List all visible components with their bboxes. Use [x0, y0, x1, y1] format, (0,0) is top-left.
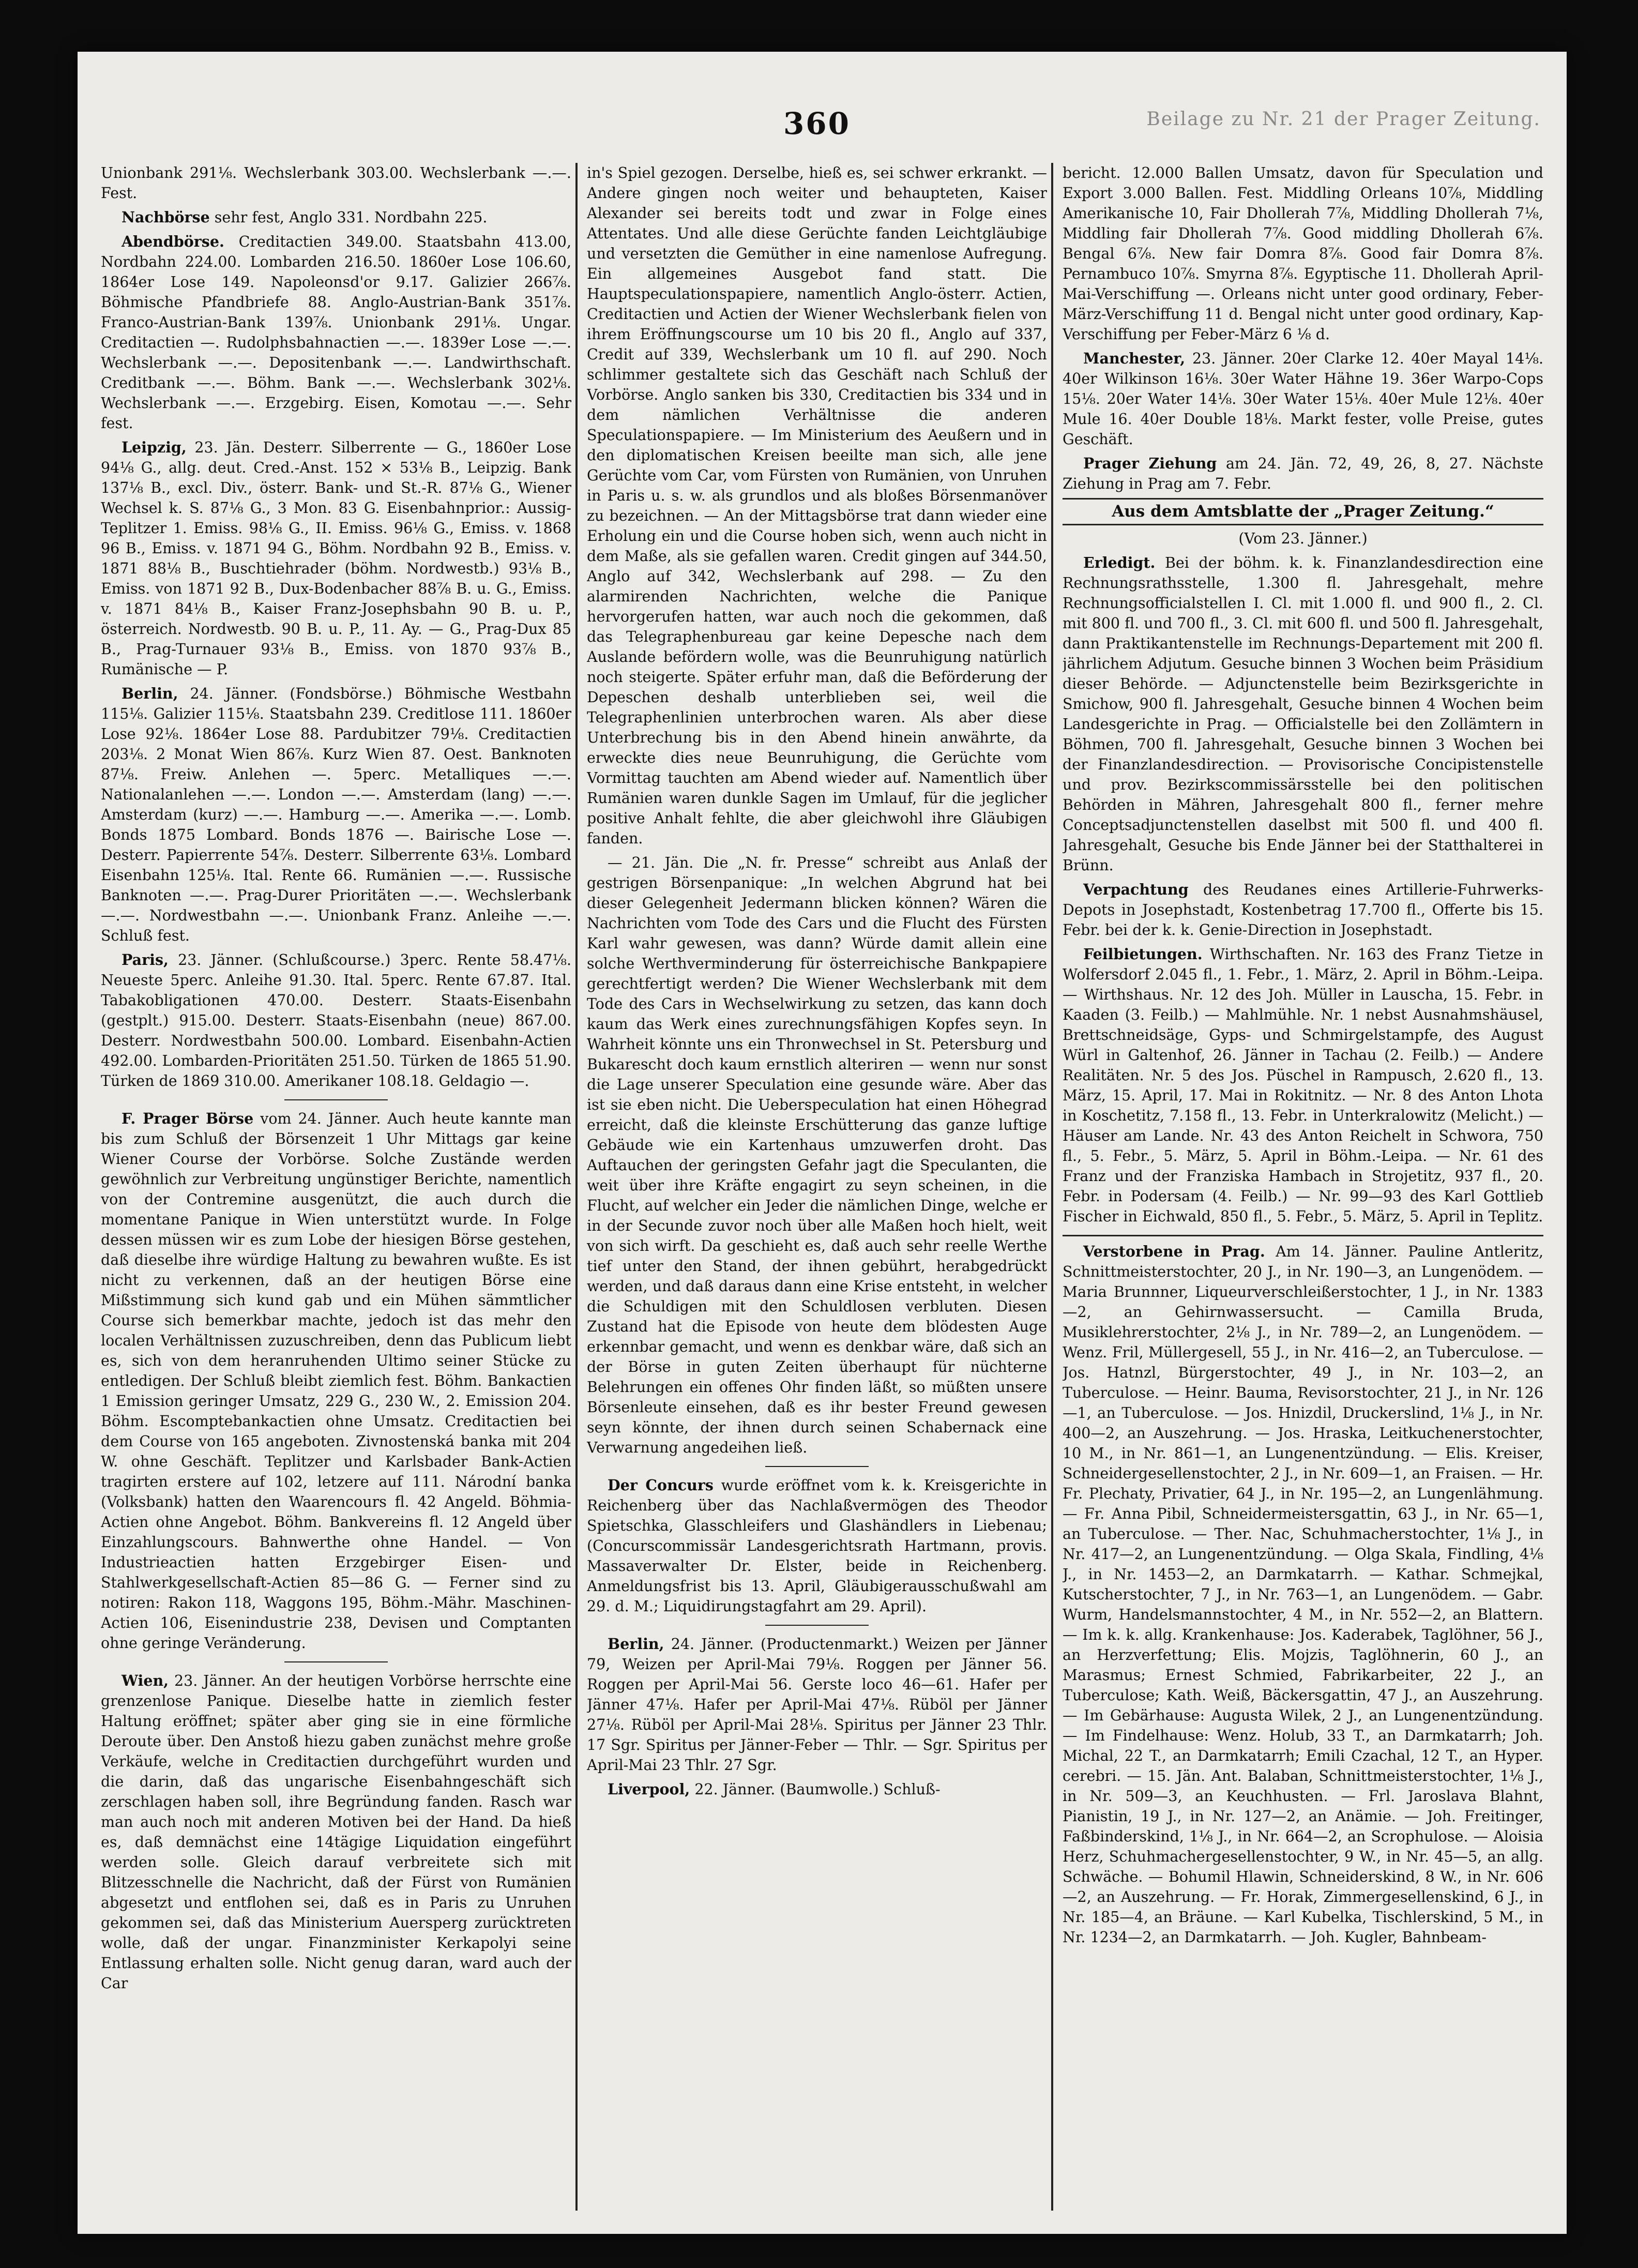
article-paragraph [101, 207, 571, 228]
article-paragraph [101, 163, 571, 203]
article-text: Bei der böhm. k. k. Finanzlandesdirection eine Rechnungsrathsstelle, 1.300 fl. Jahresgehalt, mehre Rechnungsofficialstellen I. Cl. mit 1.000 fl. und 900 fl., 2. Cl. mit 800 fl. und 700 fl., 3. Cl. mit 600 fl. und 500 fl. Jahresgehalt, dann Praktikantenstelle im Rechnungs-Departement mit 200 fl. jährlichem Adjutum. Gesuche binnen 3 Wochen beim Präsidium dieser Behörde. — Adjunctenstelle beim Bezirksgerichte in Smichow, 900 fl. Jahresgehalt, Gesuche binnen 4 Wochen beim Landesgerichte in Prag. — Officialstelle bei den Zollämtern in Böhmen, 700 fl. Jahresgehalt, Gesuche binnen 3 Wochen bei der Finanzlandesdirection. — Provisorische Concipistenstelle und prov. Bezirkscommissärsstelle bei den politischen Behörden in Mähren, Jahresgehalt 800 fl., ferner mehre Conceptsadjunctenstellen daselbst mit 500 fl. und 400 fl. Jahresgehalt, Gesuche bis Ende Jänner bei der Statthalterei in Brünn. [1063, 554, 1543, 874]
article-text: 24. Jänner. (Fondsbörse.) Böhmische Westbahn 115⅛. Galizier 115⅛. Staatsbahn 239. Creditlose 111. 1860er Lose 92⅛. 1864er Lose 88. Pardubitzer 79⅛. Creditactien 203⅛. 2 Monat Wien 86⅞. Kurz Wien 87. Oest. Banknoten 87⅛. Freiw. Anlehen —. 5perc. Metalliques —.—. Nationalanlehen —.—. London —.—. Amsterdam (lang) —.—. Amsterdam (kurz) —.—. Hamburg —.—. Amerika —.—. Lomb. Bonds 1875 Lombard. Bonds 1876 —. Bairische Lose —. Desterr. Papierrente 54⅞. Desterr. Silberrente 63⅛. Lombard Eisenbahn 125⅛. Ital. Rente 66. Rumänien —.—. Russische Banknoten —.—. Prag-Durer Prioritäten —.—. Wechslerbank —.—. Nordwestbahn —.—. Unionbank Franz. Anleihe —.—. Schluß fest. [101, 685, 571, 944]
article-text: Creditactien 349.00. Staatsbahn 413.00, Nordbahn 224.00. Lombarden 216.50. 1860er Lose 106.60, 1864er Lose 149. Napoleonsd'or 9.17. Galizier 266⅞. Böhmische Pfandbriefe 88. Anglo-Austrian-Bank 351⅞. Franco-Austrian-Bank 139⅞. Unionbank 291⅛. Ungar. Creditactien —. Rudolphsbahnactien —.—. 1839er Lose —.—. Wechslerbank —.—. Depositenbank —.—. Landwirthschaft. Creditbank —.—. Böhm. Bank —.—. Wechslerbank 302⅛. Wechslerbank —.—. Erzgebirg. Eisen, Komotau —.—. Sehr fest. [101, 233, 571, 432]
article-lead: Leipzig, [122, 439, 187, 456]
separator [284, 1661, 388, 1662]
article-lead: Berlin, [608, 1635, 664, 1653]
running-head: Beilage zu Nr. 21 der Prager Zeitung. [1146, 109, 1541, 130]
section-rule [1063, 1235, 1543, 1236]
article-text: 22. Jänner. (Baumwolle.) Schluß- [694, 1781, 941, 1798]
article-lead: F. Prager Börse [122, 1110, 254, 1127]
article-paragraph [101, 1671, 571, 1993]
article-lead: Abendbörse. [122, 233, 224, 250]
article-text: Wirthschaften. Nr. 163 des Franz Tietze in Wolfersdorf 2.045 fl., 1. Febr., 1. März, 2. April in Böhm.-Leipa. — Wirthshaus. Nr. 12 des Joh. Müller in Lauscha, 15. Febr. in Kaaden (3. Feilb.) — Mahlmühle. Nr. 1 nebst Ausnahmshäusel, Brettschneidsäge, Gyps- und Schmirgelstampfe, des August Würl in Galtenhof, 26. Jänner in Tachau (2. Feilb.) — Andere Realitäten. Nr. 5 des Jos. Püschel in Rampusch, 2.620 fl., 13. März, 15. April, 17. Mai in Rokitnitz. — Nr. 8 des Anton Lhota in Koschetitz, 7.158 fl., 13. Febr. in Unterkralowitz (Melicht.) — Häuser am Lande. Nr. 43 des Anton Reichelt in Schwora, 750 fl., 5. Febr., 5. März, 5. April in Böhm.-Leipa. — Nr. 61 des Franz und der Franziska Hambach in Strojetitz, 937 fl., 20. Febr. in Podersam (4. Feilb.) — Nr. 99—93 des Karl Gottlieb Fischer in Eichwald, 850 fl., 5. Febr., 5. März, 5. April in Teplitz. [1063, 946, 1543, 1225]
article-paragraph [1063, 553, 1543, 875]
column-rule [575, 163, 578, 2211]
article-paragraph [587, 1779, 1047, 1800]
article-paragraph [101, 1109, 571, 1653]
article-lead: Berlin, [122, 685, 178, 702]
article-text: bericht. 12.000 Ballen Umsatz, davon für Speculation und Export 3.000 Ballen. Fest. Middling Orleans 10⅞, Middling Amerikanische 10, Fair Dhollerah 7⅞, Middling Dhollerah 7⅛, Middling fair Dhollerah 7⅞. Good middling Dhollerah 6⅞. Bengal 6⅞. New fair Domra 8⅞. Good fair Domra 8⅞. Pernambuco 10⅞. Smyrna 8⅞. Egyptische 11. Dhollerah April-Mai-Verschiffung —. Orleans nicht unter good ordinary, Feber-März-Verschiffung 11 d. Bengal nicht unter good ordinary, Kap-Verschiffung per Feber-März 6 ⅛ d. [1063, 164, 1543, 343]
page-number: 360 [783, 106, 851, 141]
section-title: Aus dem Amtsblatte der „Prager Zeitung.“ [1063, 498, 1543, 525]
column-3 [1063, 163, 1543, 2211]
article-paragraph [587, 1634, 1047, 1775]
article-lead: Verstorbene in Prag. [1083, 1243, 1265, 1260]
article-paragraph [101, 232, 571, 433]
article-lead: Der Concurs [608, 1476, 714, 1494]
page-header [78, 52, 1567, 160]
column-2 [587, 163, 1047, 2211]
article-paragraph [1063, 880, 1543, 940]
article-text: vom 24. Jänner. Auch heute kannte man bis zum Schluß der Börsenzeit 1 Uhr Mittags gar keine Wiener Course der Vorbörse. Solche Zustände werden gewöhnlich zur Verbreitung ungünstiger Berichte, namentlich von der Contremine ausgenützt, die auch durch die momentane Panique in Wien unterstützt wurde. In Folge dessen müssen wir es zum Lobe der hiesigen Börse gestehen, daß dieselbe ihre würdige Haltung zu bewahren wußte. Es ist nicht zu verkennen, daß an der heutigen Börse eine Mißstimmung sich kund gab und ein Mühen sämmtlicher Course sich bemerkbar machte, jedoch ist das mehr den localen Verhältnissen zuzuschreiben, denn das Publicum liebt es, sich von dem heranruhenden Ultimo seiner Stücke zu entledigen. Der Schluß bleibt ziemlich fest. Böhm. Bankactien 1 Emission geringer Umsatz, 229 G., 230 W., 2. Emission 204. Böhm. Escomptebankactien ohne Umsatz. Creditactien bei dem Course von 165 angeboten. Zivnostenská banka mit 204 W. ohne Geschäft. Teplitzer und Karlsbader Bank-Actien tragirten erstere auf 102, letzere auf 111. Národní banka (Volksbank) hatten den Waarencours fl. 42 Angeld. Böhmia-Actien ohne Angebot. Böhm. Bankvereins fl. 12 Angeld über Einzahlungscours. Bahnwerthe ohne Handel. — Von Industrieactien hatten Erzgebirger Eisen- und Stahlwerkgesellschaft-Actien 85—86 G. — Ferner sind zu notiren: Rakon 118, Waggons 195, Böhm.-Mähr. Maschinen-Actien 106, Eisenindustrie 238, Devisen und Comptanten ohne geringe Veränderung. [101, 1110, 571, 1652]
article-paragraph [1063, 453, 1543, 494]
article-lead: Liverpool, [608, 1780, 690, 1798]
article-paragraph [1063, 1242, 1543, 1947]
article-text: 23. Jän. Desterr. Silberrente — G., 1860er Lose 94⅛ G., allg. deut. Cred.-Anst. 152 × 53⅛ B., Leipzig. Bank 137⅛ B., excl. Div., österr. Bank- und St.-R. 87⅛ G., Wiener Wechsel k. S. 87⅛ G., 3 Mon. 83 G. Eisenbahnprior.: Aussig-Teplitzer 1. Emiss. 98⅛ G., II. Emiss. 96⅛ G., Emiss. v. 1868 96 B., Emiss. v. 1871 94 G., Böhm. Nordbahn 92 B., Emiss. v. 1871 88⅛ B., Buschtiehrader (böhm. Nordwestb.) 93⅛ B., Emiss. von 1871 92 B., Dux-Bodenbacher 88⅞ B. u. G., Emiss. v. 1871 84⅛ B., Kaiser Franz-Josephsbahn 90 B. u. P., österreich. Nordwestb. 90 B. u. P., 11. Ay. — G., Prag-Dux 85 B., Prag-Turnauer 93⅛ B., Emiss. von 1870 93⅞ B., Rumänische — P. [101, 439, 571, 678]
article-paragraph [1063, 944, 1543, 1227]
article-paragraph [1063, 163, 1543, 344]
article-lead: Prager Ziehung [1083, 455, 1217, 472]
article-text: Unionbank 291⅛. Wechslerbank 303.00. Wechslerbank —.—. Fest. [101, 164, 571, 202]
article-text: Am 14. Jänner. Pauline Antleritz, Schnittmeisterstochter, 20 J., in Nr. 190—3, an Lungenödem. — Maria Brunnner, Liqueurverschleißerstochter, 1 J., in Nr. 1383—2, an Gehirnwassersucht. — Camilla Bruda, Musiklehrerstochter, 2⅛ J., in Nr. 789—2, an Lungenödem. — Wenz. Fril, Müllergesell, 55 J., in Nr. 416—2, an Tuberculose. — Jos. Hatnzl, Bürgerstochter, 49 J., in Nr. 103—2, an Tuberculose. — Heinr. Bauma, Revisorstochter, 21 J., in Nr. 126—1, an Tuberculose. — Jos. Hnizdil, Druckerslind, 1⅛ J., in Nr. 400—2, an Auszehrung. — Jos. Hraska, Leitkuchenerstochter, 10 M., in Nr. 861—1, an Lungenentzündung. — Elis. Kreiser, Schneidergesellenstochter, 2 J., in Nr. 609—1, an Fraisen. — Hr. Fr. Plechaty, Privatier, 64 J., in Nr. 195—2, an Lungenlähmung. — Fr. Anna Pibil, Schneidermeistersgattin, 63 J., in Nr. 65—1, an Tuberculose. — Ther. Nac, Schuhmacherstochter, 1⅛ J., in Nr. 417—2, an Lungenentzündung. — Olga Skala, Findling, 4⅛ J., in Nr. 1453—2, an Darmkatarrh. — Kathar. Schmejkal, Kutscherstochter, 7 J., in Nr. 763—1, an Lungenödem. — Gabr. Wurm, Handelsmannstochter, 4 M., in Nr. 552—2, an Blattern. — Im k. k. allg. Krankenhause: Jos. Kaderabek, Taglöhner, 56 J., an Herzverfettung; Elis. Mojzis, Taglöhnerin, 60 J., an Marasmus; Ernest Schmied, Fabrikarbeiter, 22 J., an Tuberculose; Kath. Weiß, Bäckersgattin, 47 J., an Auszehrung. — Im Gebärhause: Augusta Wilek, 2 J., an Lungenentzündung. — Im Findelhause: Wenz. Holub, 33 T., an Darmkatarrh; Joh. Michal, 22 T., an Darmkatarrh; Emili Czachal, 12 T., an Hyper. cerebri. — 15. Jän. Ant. Balaban, Schnittmeisterstochter, 1⅛ J., in Nr. 509—3, an Keuchhusten. — Frl. Jaroslava Blahnt, Pianistin, 19 J., in Nr. 127—2, an Anämie. — Joh. Freitinger, Faßbinderskind, 1⅛ J., in Nr. 664—2, an Scrophulose. — Aloisia Herz, Schuhmachergesellenstochter, 9 W., in Nr. 45—5, an allg. Schwäche. — Bohumil Hlawin, Schneiderskind, 8 W., in Nr. 606—2, an Auszehrung. — Fr. Horak, Zimmergesellenskind, 6 J., in Nr. 185—4, an Bräune. — Karl Kubelka, Tischlerskind, 5 M., in Nr. 1234—2, an Darmkatarrh. — Joh. Kugler, Bahnbeam- [1063, 1243, 1543, 1946]
article-lead: Erledigt. [1083, 554, 1156, 571]
separator [765, 1466, 869, 1467]
article-text: 23. Jänner. An der heutigen Vorbörse herrschte eine grenzenlose Panique. Dieselbe hatte in ziemlich fester Haltung eröffnet; später aber ging sie in eine förmliche Deroute über. Den Anstoß hiezu gaben zunächst mehre große Verkäufe, welche in Creditactien durchgeführt wurden und die darin, daß das ungarische Eisenbahngeschäft sich zerschlagen haben soll, ihre Begründung fanden. Rasch war man auch noch mit anderen Motiven bei der Hand. Da hieß es, daß demnächst eine 14tägige Liquidation eingeführt werden solle. Gleich darauf verbreitete sich mit Blitzesschnelle die Nachricht, daß der Fürst von Rumänien abgesetzt und entflohen sei, daß es in Paris zu Unruhen gekommen sei, daß das Ministerium Auersperg zurücktreten wolle, daß der ungar. Finanzminister Kerkapolyi seine Entlassung erhalten solle. Nicht genug daran, ward auch der Car [101, 1672, 571, 1992]
article-text: 23. Jänner. (Schlußcourse.) 3perc. Rente 58.47⅛. Neueste 5perc. Anleihe 91.30. Ital. 5perc. Rente 67.87. Ital. Tabakobligationen 470.00. Desterr. Staats-Eisenbahn (gestplt.) 915.00. Desterr. Staats-Eisenbahn (neue) 867.00. Desterr. Nordwestbahn 500.00. Lombard. Eisenbahn-Actien 492.00. Lombarden-Prioritäten 251.50. Türken de 1865 51.90. Türken de 1869 310.00. Amerikaner 108.18. Geldagio —. [101, 951, 571, 1090]
article-text: 23. Jänner. 20er Clarke 12. 40er Mayal 14⅛. 40er Wilkinson 16⅛. 30er Water Hähne 19. 36er Warpo-Cops 15⅛. 20er Water 14⅛. 30er Water 15⅛. 40er Mule 12⅛. 40er Mule 16. 40er Double 18⅛. Markt fester, volle Preise, gutes Geschäft. [1063, 350, 1543, 448]
column-rule [1051, 163, 1053, 2211]
section-subtitle: (Vom 23. Jänner.) [1238, 530, 1368, 547]
article-lead: Paris, [122, 951, 169, 969]
article-lead: Wien, [122, 1672, 169, 1689]
article-lead: Verpachtung [1083, 881, 1189, 898]
article-text: in's Spiel gezogen. Derselbe, hieß es, sei schwer erkrankt. — Andere gingen noch weiter und behaupteten, Kaiser Alexander sei bereits todt und zwar in Folge eines Attentates. Und alle diese Gerüchte fanden Leichtgläubige und versetzten die Gemüther in eine namenlose Aufregung. Ein allgemeines Ausgebot fand statt. Die Hauptspeculationspapiere, namentlich Anglo-österr. Actien, Creditactien und Actien der Wiener Wechslerbank fielen von ihrem Eröffnungscourse um 10 bis 20 fl., Anglo auf 337, Credit auf 339, Wechslerbank um 10 fl. auf 290. Noch schlimmer gestaltete sich das Geschäft nach Schluß der Vorbörse. Anglo sanken bis 330, Creditactien bis 334 und in dem nämlichen Verhältnisse die anderen Speculationspapiere. — Im Ministerium des Aeußern und in den diplomatischen Kreisen beeilte man sich, alle jene Gerüchte vom Car, vom Fürsten von Rumänien, von Unruhen in Paris u. s. w. als grundlos und als bloßes Börsenmanöver zu bezeichnen. — An der Mittagsbörse trat dann wieder eine Erholung ein und die Course hoben sich, wenn auch nicht in dem Maße, als sie gefallen waren. Credit gingen auf 344.50, Anglo auf 342, Wechslerbank auf 298. — Zu den alarmirenden Nachrichten, welche die Panique hervorgerufen hatten, war auch noch die gekommen, daß das Telegraphenbureau gar keine Depesche nach dem Auslande befördern wolle, was die Beunruhigung natürlich noch steigerte. Später erfuhr man, daß die Beförderung der Depeschen deshalb unterblieben sei, weil die Telegraphenlinien unterbrochen waren. Als aber diese Unterbrechung bis in den Abend hinein anwährte, da erweckte dies neue Beunruhigung, die Gerüchte vom Vormittag tauchten am Abend wieder auf. Namentlich über Rumänien waren dunkle Sagen im Umlauf, für die jeglicher positive Anhalt fehlte, die aber gleichwohl ihre Gläubigen fanden. [587, 164, 1047, 847]
article-text: — 21. Jän. Die „N. fr. Presse“ schreibt aus Anlaß der gestrigen Börsenpanique: „In welchen Abgrund hat bei dieser Gelegenheit Jedermann blicken können? Wären die Nachrichten vom Tode des Cars und die Flucht des Fürsten Karl wahr gewesen, was dann? Würde damit allein eine solche Werthverminderung für österreichische Bankpapiere gerechtfertigt werden? Die Wiener Wechslerbank mit dem Tode des Cars in Wechselwirkung zu setzen, das kann doch kaum das Werk eines zurechnungsfähigen Kopfes seyn. In Wahrheit könnte uns ein Thronwechsel in St. Petersburg und Bukarescht doch kaum ernstlich alteriren — wenn nur sonst die Lage unserer Speculation eine gesunde wäre. Aber das ist sie eben nicht. Die Ueberspeculation hat einen Höhegrad erreicht, daß die kleinste Erschütterung das ganze luftige Gebäude wie ein Kartenhaus umzuwerfen droht. Das Auftauchen der geringsten Gefahr jagt die Speculanten, die weit über ihre Kräfte engagirt zu seyn scheinen, in die Flucht, auf welcher ein Jeder die nämlichen Dinge, welche er in der Secunde zuvor noch über alle Maßen hoch hielt, weit von sich wirft. Da geschieht es, daß auch sehr reelle Werthe tief unter den Stand, der ihnen gebührt, herabgedrückt werden, und daß daraus dann eine Krise entsteht, in welcher die Schuldigen mit den Schuldlosen verbluten. Diesen Zustand hat die Episode von heute dem blödesten Auge erkennbar gemacht, und wenn es denkbar wäre, daß sich an der Börse in guten Zeiten überhaupt für nüchterne Belehrungen ein offenes Ohr finden läßt, so müßten unsere Börsenleute einsehen, daß es ihr bester Freund gewesen seyn könnte, der ihnen durch seinen Schabernack eine Verwarnung angedeihen ließ. [587, 854, 1047, 1456]
column-1 [101, 163, 571, 2211]
article-paragraph [587, 1475, 1047, 1616]
article-paragraph [1063, 349, 1543, 449]
article-text: am 24. Jän. 72, 49, 26, 8, 27. Nächste Ziehung in Prag am 7. Febr. [1063, 455, 1543, 492]
article-paragraph [101, 950, 571, 1091]
separator [284, 1099, 388, 1100]
article-lead: Manchester, [1083, 350, 1186, 367]
article-paragraph [587, 163, 1047, 849]
article-paragraph [101, 437, 571, 679]
article-text: 24. Jänner. (Productenmarkt.) Weizen per Jänner 79, Weizen per April-Mai 79⅛. Roggen per Jänner 56. Roggen per April-Mai 56. Gerste loco 46—61. Hafer per Jänner 47⅛. Hafer per April-Mai 47⅛. Rüböl per Jänner 27⅛. Rüböl per April-Mai 28⅛. Spiritus per Jänner 23 Thlr. 17 Sgr. Spiritus per Jänner-Feber — Thlr. — Sgr. Spiritus per April-Mai 23 Thlr. 27 Sgr. [587, 1636, 1047, 1774]
article-text: sehr fest, Anglo 331. Nordbahn 225. [214, 209, 488, 226]
article-lead: Nachbörse [122, 208, 210, 226]
separator [765, 1625, 869, 1626]
newspaper-page [78, 52, 1567, 2234]
article-paragraph [587, 853, 1047, 1458]
article-text: wurde eröffnet vom k. k. Kreisgerichte in Reichenberg über das Nachlaßvermögen des Theodor Spietschka, Glasschleifers und Glashändlers in Liebenau; (Concurscommissär Landesgerichtsrath Hartmann, provis. Massaverwalter Dr. Elster, beide in Reichenberg. Anmeldungsfrist bis 13. April, Gläubigerausschußwahl am 29. d. M.; Liquidirungstagfahrt am 29. April). [587, 1477, 1047, 1615]
article-text: des Reudanes eines Artillerie-Fuhrwerks-Depots in Josephstadt, Kostenbetrag 17.700 fl., Offerte bis 15. Febr. bei der k. k. Genie-Direction in Josephstadt. [1063, 881, 1543, 939]
article-paragraph [101, 684, 571, 946]
article-lead: Feilbietungen. [1083, 945, 1203, 963]
